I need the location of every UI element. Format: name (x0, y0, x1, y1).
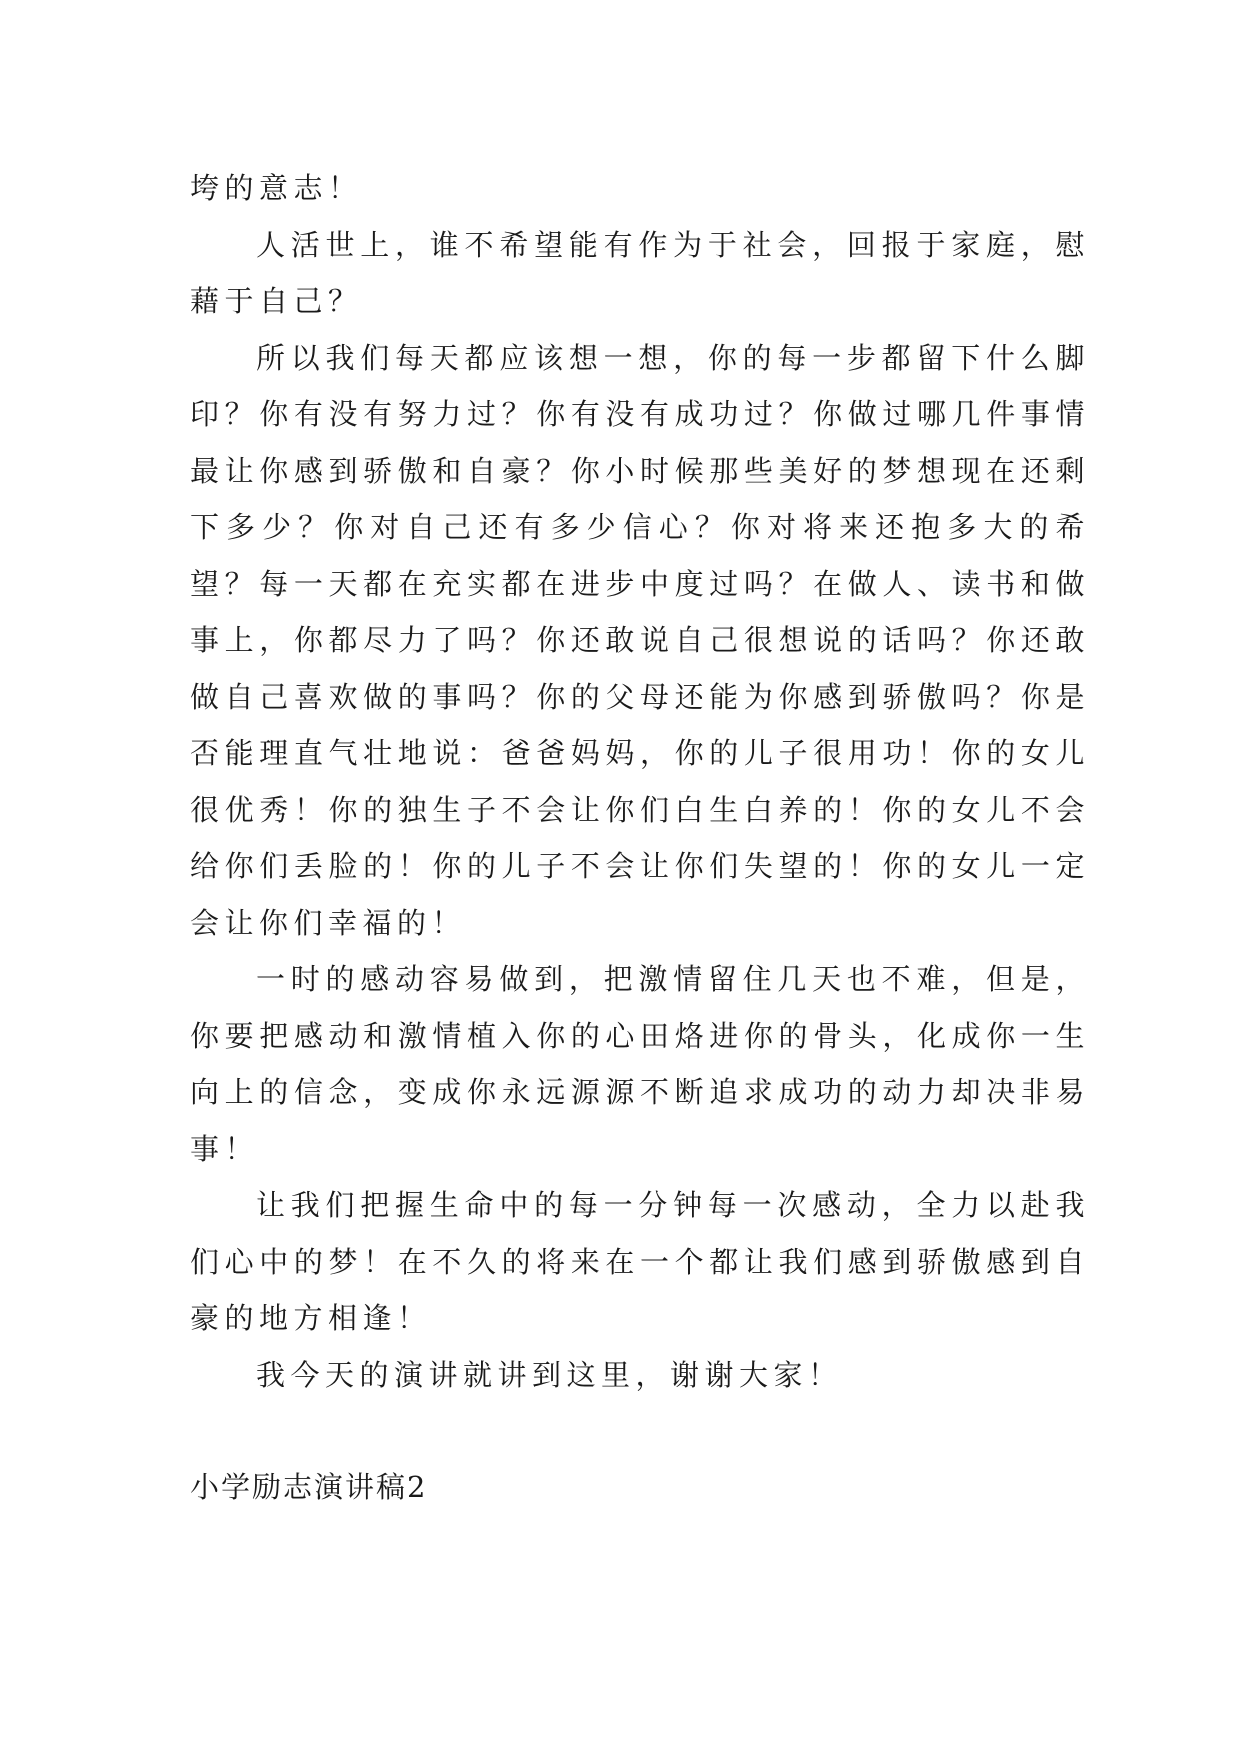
document-body (190, 160, 1090, 1516)
section-heading: 小学励志演讲稿2 (190, 1470, 428, 1504)
paragraph-1: 垮的意志！ (190, 171, 363, 205)
paragraph-4: 一时的感动容易做到，把激情留住几天也不难，但是，你要把感动和激情植入你的心田烙进你的骨头，化成你一生向上的信念，变成你永远源源不断追求成功的动力却决非易事！ (190, 962, 1090, 1166)
paragraph-5: 让我们把握生命中的每一分钟每一次感动，全力以赴我们心中的梦！在不久的将来在一个都让我们感到骄傲感到自豪的地方相逢！ (190, 1188, 1090, 1335)
paragraph-6: 我今天的演讲就讲到这里，谢谢大家！ (256, 1357, 843, 1392)
paragraph-3: 所以我们每天都应该想一想，你的每一步都留下什么脚印？你有没有努力过？你有没有成功过？你做过哪几件事情最让你感到骄傲和自豪？你小时候那些美好的梦想现在还剩下多少？你对自己还有多少信心？你对将来还抱多大的希望？每一天都在充实都在进步中度过吗？在做人、读书和做事上，你都尽力了吗？你还敢说自己很想说的话吗？你还敢做自己喜欢做的事吗？你的父母还能为你感到骄傲吗？你是否能理直气壮地说：爸爸妈妈，你的儿子很用功！你的女儿很优秀！你的独生子不会让你们白生白养的！你的女儿不会给你们丢脸的！你的儿子不会让你们失望的！你的女儿一定会让你们幸福的！ (190, 340, 1090, 940)
paragraph-2: 人活世上，谁不希望能有作为于社会，回报于家庭，慰藉于自己？ (190, 227, 1090, 318)
